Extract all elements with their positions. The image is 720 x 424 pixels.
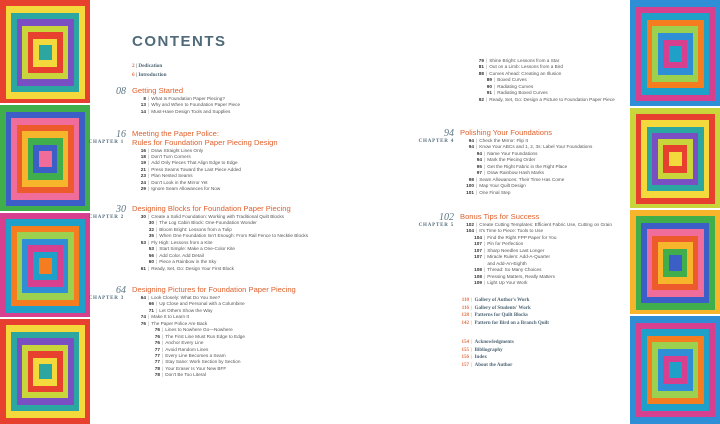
entry-page-number: 16	[140, 147, 146, 153]
entry-title: Out on a Limb: Lessons from a Bird	[489, 64, 563, 70]
entry-title: Must-Have Design Tools and Supplies	[151, 108, 231, 114]
entry-title: Create a Solid Foundation: Working with Traditional Quilt Blocks	[151, 214, 285, 219]
entry-title: Know Your ABCs and 1, 2, 3s: Label Your Foundations	[479, 144, 593, 150]
back-matter-title: Patterns for Quilt Blocks	[474, 313, 528, 319]
entry-title: Plan Nested Seams	[151, 173, 193, 179]
separator: |	[156, 233, 158, 239]
entry-title: Press Seams Toward the Last Piece Added	[151, 166, 242, 172]
entry-title: Get the Right Fabric in the Right Place	[487, 163, 568, 169]
quilt-border-right	[630, 0, 720, 424]
entry-page-number: 30	[140, 214, 146, 219]
entry-page-number: 64	[140, 295, 146, 300]
quilt-block	[0, 0, 90, 105]
entry-title: Don't Be Too Literal	[165, 372, 206, 378]
entry-title: and Add-An-Eighth	[487, 260, 527, 266]
entry-page-number: 32	[148, 226, 154, 232]
chapter-entries	[460, 222, 612, 286]
quilt-block	[0, 213, 90, 319]
separator: |	[156, 252, 158, 258]
entry-page-number: 109	[474, 279, 482, 285]
entry-page-number: 107	[474, 254, 482, 260]
entry-page-number: 29	[140, 186, 146, 192]
entry-title: Don't Turn Corners	[151, 154, 191, 160]
entry-title: Don't Look in the Mirror Yet	[151, 179, 208, 185]
back-matter-title: Pattern for Bird on a Branch Quilt	[474, 321, 549, 327]
entry-page-number: 107	[474, 247, 482, 253]
entry-page-number: 88	[478, 70, 484, 76]
entry-page-number: 94	[468, 138, 474, 143]
entry-page-number: 14	[140, 108, 146, 114]
page-number: 2	[132, 63, 135, 69]
chapter-page-number: 64	[116, 285, 126, 296]
separator: |	[476, 222, 478, 227]
quilt-block	[0, 105, 90, 213]
separator: |	[162, 352, 164, 358]
entry-title: Add Color. Add Detail	[159, 252, 204, 258]
separator: |	[494, 90, 496, 96]
entry-page-number: 77	[154, 346, 160, 352]
right-page	[390, 0, 626, 424]
entry-page-number: 71	[148, 307, 154, 313]
separator: |	[156, 246, 158, 252]
separator: |	[162, 359, 164, 365]
quilt-strip	[39, 364, 52, 379]
entry-title: Every Line Becomes a Seam	[165, 352, 226, 358]
entry-page-number: 94	[476, 157, 482, 163]
entry-title: Draw Straight Lines Only	[151, 147, 204, 153]
continued-entries	[470, 58, 615, 103]
front-matter-title: Dedication	[138, 63, 163, 69]
back-matter-group-1	[456, 297, 549, 328]
entry-page-number: 8	[143, 96, 146, 101]
separator: |	[156, 220, 158, 226]
separator: |	[148, 186, 150, 192]
entry-title: One Final Step	[479, 189, 511, 195]
separator: |	[148, 295, 150, 300]
separator: |	[486, 58, 488, 63]
separator: |	[484, 234, 486, 240]
page-number: 154	[461, 340, 469, 345]
back-matter-item[interactable]	[456, 320, 549, 328]
separator: |	[486, 96, 488, 102]
separator: |	[476, 144, 478, 150]
separator: |	[162, 372, 164, 378]
separator: |	[162, 346, 164, 352]
separator: |	[470, 355, 474, 361]
separator: |	[148, 239, 150, 245]
separator: |	[476, 138, 478, 143]
chapter-label: CHAPTER 4	[418, 139, 454, 144]
chapter-entries	[132, 148, 241, 193]
separator: |	[484, 170, 486, 176]
separator: |	[484, 157, 486, 163]
entry-title: Thread: So Many Choices	[487, 267, 542, 273]
separator: |	[148, 265, 150, 271]
entry-page-number: 78	[154, 372, 160, 378]
entry-page-number: 79	[478, 58, 484, 63]
separator: |	[494, 77, 496, 83]
separator: |	[162, 333, 164, 339]
back-matter-item[interactable]	[456, 312, 549, 320]
separator: |	[148, 166, 150, 172]
entry-page-number: 30	[148, 220, 154, 226]
entry-title: Bloom Bright: Lessons from a Tulip	[159, 226, 232, 232]
separator: |	[148, 102, 150, 108]
chapter-label: CHAPTER 1	[88, 140, 124, 145]
page-number: 110	[461, 298, 469, 303]
entry-title: Let Others Show the Way	[159, 307, 213, 313]
entry-page-number: 108	[474, 273, 482, 279]
entry-title: Ignore Seam Allowances for Now	[151, 186, 221, 192]
contents-heading: CONTENTS	[132, 33, 227, 50]
entry-page-number: 101	[466, 189, 474, 195]
quilt-strip	[39, 258, 52, 273]
back-matter-title: Index	[474, 355, 487, 361]
entry-page-number: 56	[148, 252, 154, 258]
separator: |	[148, 320, 150, 326]
chapter-label: CHAPTER 3	[88, 296, 124, 301]
entry-title: Avoid Random Lines	[165, 346, 209, 352]
chapter-entries	[132, 214, 308, 272]
entry-title: Check the Mirror: Flip It	[479, 138, 528, 143]
chapter-title[interactable]: Bonus Tips for Success	[460, 212, 540, 221]
quilt-block	[630, 108, 720, 210]
back-matter-title: Bibliography	[474, 347, 503, 353]
separator: |	[484, 279, 486, 285]
separator: |	[156, 226, 158, 232]
entry-title: Ready, Set, Go: Design Your First Block	[151, 265, 234, 271]
back-matter-group-2	[456, 339, 514, 370]
entry-title: Pressing Matters, Really Matters	[487, 273, 555, 279]
separator: |	[156, 259, 158, 265]
separator: |	[156, 301, 158, 307]
entry-page-number: 21	[140, 166, 146, 172]
entry-title: Piece a Rainbow in the Sky	[159, 259, 217, 265]
entry-title: Find the Right FPP Paper for You	[487, 234, 557, 240]
separator: |	[134, 71, 139, 78]
separator: |	[148, 154, 150, 160]
entry-title: The Log Cabin Block: One-Foundation Wonder	[159, 220, 257, 226]
separator: |	[148, 96, 150, 101]
entry-title: Look Closely: What Do You See?	[151, 295, 221, 300]
separator: |	[148, 314, 150, 320]
entry-page-number: 94	[468, 144, 474, 150]
chapter-title[interactable]: Designing Blocks for Foundation Paper Piecing	[132, 204, 291, 213]
entry-page-number: 13	[140, 102, 146, 108]
quilt-block	[630, 210, 720, 316]
back-matter-title: Acknowledgments	[474, 340, 514, 345]
separator: |	[148, 160, 150, 166]
toc-entry[interactable]	[470, 97, 615, 103]
entry-page-number: 19	[140, 160, 146, 166]
toc-entry[interactable]	[132, 266, 308, 272]
entry-page-number: 66	[148, 301, 154, 307]
entry-title: The First Line Must Run Edge to Edge	[165, 333, 245, 339]
entry-title: Radiating Boxed Curves	[497, 90, 548, 96]
entry-page-number: 60	[148, 259, 154, 265]
entry-title: Curves Ahead: Creating an Illusion	[489, 70, 562, 76]
separator: |	[476, 189, 478, 195]
separator: |	[148, 108, 150, 114]
page-number: 157	[461, 363, 469, 369]
chapter-title[interactable]: Meeting the Paper Police:	[132, 129, 219, 138]
chapter-page-number: 30	[116, 204, 126, 215]
separator: |	[156, 307, 158, 313]
toc-entry[interactable]	[132, 109, 240, 115]
separator: |	[484, 273, 486, 279]
entry-page-number: 18	[140, 154, 146, 160]
entry-title: Seam Allowances: Their Time Has Come	[479, 176, 565, 182]
separator: |	[470, 305, 474, 311]
separator: |	[470, 321, 474, 327]
quilt-block	[630, 0, 720, 108]
separator: |	[470, 313, 474, 319]
separator: |	[484, 150, 486, 156]
separator: |	[162, 340, 164, 346]
quilt-strip	[669, 46, 682, 62]
entry-title: Lines to Nowhere Go—Nowhere	[165, 327, 233, 333]
entry-title: Miracle Rulers: Add-A-Quarter	[487, 254, 550, 260]
entry-page-number: 102	[466, 222, 474, 227]
chapter-title[interactable]: Getting Started	[132, 86, 184, 95]
toc-entry[interactable]	[460, 280, 612, 286]
entry-title: Sharp Needles Last Longer	[487, 247, 545, 253]
entry-page-number: 81	[478, 64, 484, 70]
separator: |	[476, 228, 478, 234]
quilt-strip	[669, 255, 682, 270]
separator: |	[162, 327, 164, 333]
entry-title: Name Your Foundations	[487, 150, 538, 156]
page-number: 142	[461, 321, 469, 327]
separator: |	[470, 340, 474, 345]
entry-page-number: 76	[154, 327, 160, 333]
entry-title: Light Up Your Work	[487, 279, 528, 285]
entry-title: Why and When to Foundation Paper Piece	[151, 102, 241, 108]
back-matter-item[interactable]	[456, 305, 549, 313]
chapter-page-number: 102	[439, 212, 454, 223]
entry-page-number: 91	[486, 90, 492, 96]
separator: |	[148, 147, 150, 153]
page-number: 128	[461, 313, 469, 319]
entry-page-number: 53	[140, 239, 146, 245]
toc-entry[interactable]	[460, 190, 592, 196]
entry-page-number: 89	[486, 77, 492, 83]
back-matter-item[interactable]	[456, 297, 549, 305]
entry-page-number: 76	[154, 340, 160, 346]
entry-title: Pin for Perfection	[487, 241, 524, 247]
chapter-page-number: 08	[116, 86, 126, 97]
entry-title: What Is Foundation Paper Piecing?	[151, 96, 225, 101]
back-matter-item[interactable]	[456, 362, 514, 370]
entry-page-number: 107	[474, 241, 482, 247]
entry-title: Anchor Every Line	[165, 340, 204, 346]
chapter-entries	[460, 138, 592, 196]
toc-entry[interactable]	[132, 186, 241, 192]
separator: |	[148, 214, 150, 219]
quilt-strip	[669, 362, 682, 378]
separator: |	[470, 363, 474, 369]
separator: |	[476, 183, 478, 189]
quilt-strip	[669, 152, 682, 167]
separator: |	[494, 83, 496, 89]
separator: |	[148, 173, 150, 179]
entry-title: The Paper Police Are Back	[151, 320, 208, 326]
entry-title: Up Close and Personal with a Columbine	[159, 301, 245, 307]
page-number: 116	[461, 305, 469, 311]
chapter-label: CHAPTER 5	[418, 223, 454, 228]
chapter-entries	[132, 295, 245, 379]
entry-title: Map Your Quilt Design	[479, 183, 526, 189]
page-number: 155	[461, 347, 469, 353]
entry-page-number: 74	[140, 314, 146, 320]
page-number: 156	[461, 355, 469, 361]
entry-page-number: 98	[468, 176, 474, 182]
chapter-page-number: 94	[444, 128, 454, 139]
entry-title: Mark the Piecing Order	[487, 157, 536, 163]
entry-page-number: 61	[140, 265, 146, 271]
separator: |	[486, 70, 488, 76]
separator: |	[162, 365, 164, 371]
back-matter-title: Gallery of Students' Work	[474, 305, 531, 311]
toc-entry[interactable]	[132, 372, 245, 378]
entry-title: Boxed Curves	[497, 77, 527, 83]
entry-page-number: 35	[148, 233, 154, 239]
separator: |	[470, 347, 474, 353]
entry-page-number: 94	[476, 150, 482, 156]
entry-title: Add Only Pieces That Align Edge to Edge	[151, 160, 238, 166]
entry-title: Create Cutting Templates: Efficient Fabric Use, Cutting on Grain	[479, 222, 612, 227]
entry-page-number: 77	[154, 352, 160, 358]
back-matter-title: Gallery of Author's Work	[474, 298, 530, 303]
entry-page-number: 108	[474, 267, 482, 273]
quilt-block	[630, 316, 720, 424]
chapter-title[interactable]: Designing Pictures for Foundation Paper Piecing	[132, 285, 296, 294]
back-matter-item[interactable]	[456, 339, 514, 347]
front-matter-title: Introduction	[138, 71, 167, 78]
entry-page-number: 100	[466, 183, 474, 189]
separator: |	[148, 179, 150, 185]
separator: |	[134, 63, 139, 69]
entry-title: Shine Bright: Lessons from a Star	[489, 58, 560, 63]
separator: |	[484, 254, 486, 260]
front-matter-item[interactable]	[132, 63, 162, 69]
quilt-strip	[39, 45, 52, 60]
entry-page-number: 76	[154, 333, 160, 339]
entry-page-number: 92	[478, 96, 484, 102]
entry-page-number: 104	[474, 234, 482, 240]
entry-page-number: 97	[476, 170, 482, 176]
entry-page-number: 24	[140, 179, 146, 185]
separator: |	[484, 241, 486, 247]
entry-page-number: 23	[140, 173, 146, 179]
left-page	[88, 0, 360, 424]
entry-title: When One Foundation Isn't Enough: From Rail Fence to Necktie Blocks	[159, 233, 309, 239]
separator: |	[484, 247, 486, 253]
quilt-block	[0, 319, 90, 424]
chapter-title[interactable]: Polishing Your Foundations	[460, 128, 553, 137]
page-number: 6	[132, 71, 135, 78]
entry-page-number: 104	[466, 228, 474, 234]
entry-title: Stay Sane: Work Section by Section	[165, 359, 241, 365]
entry-title: Ready, Set, Go: Design a Picture to Foundation Paper Piece	[489, 96, 615, 102]
entry-title: Radiating Curves	[497, 83, 534, 89]
entry-title: Make It to Learn It	[151, 314, 189, 320]
chapter-label: CHAPTER 2	[88, 215, 124, 220]
entry-title: Start Simple: Make a One-Color Kite	[159, 246, 236, 252]
entry-title: Fly High: Lessons from a Kite	[151, 239, 213, 245]
back-matter-title: About the Author	[474, 363, 513, 369]
separator: |	[486, 64, 488, 70]
entry-page-number: 76	[140, 320, 146, 326]
entry-page-number: 53	[148, 246, 154, 252]
separator: |	[484, 267, 486, 273]
separator: |	[476, 176, 478, 182]
entry-title: Draw Rainbow Hash Marks	[487, 170, 545, 176]
entry-page-number: 78	[154, 365, 160, 371]
entry-title: Your Eraser Is Your New BFF	[165, 365, 227, 371]
chapter-title[interactable]: Rules for Foundation Paper Piecing Design	[132, 137, 278, 147]
separator: |	[484, 163, 486, 169]
chapter-page-number: 16	[116, 129, 126, 140]
separator: |	[470, 298, 474, 303]
entry-page-number: 77	[154, 359, 160, 365]
entry-title: It's Time to Piece: Tools to Use	[479, 228, 544, 234]
back-matter-item[interactable]	[456, 347, 514, 355]
quilt-border-left	[0, 0, 90, 424]
entry-page-number: 90	[486, 83, 492, 89]
back-matter-item[interactable]	[456, 354, 514, 362]
chapter-entries	[132, 96, 240, 115]
front-matter-item[interactable]	[132, 72, 167, 78]
entry-page-number: 95	[476, 163, 482, 169]
quilt-strip	[39, 151, 52, 167]
